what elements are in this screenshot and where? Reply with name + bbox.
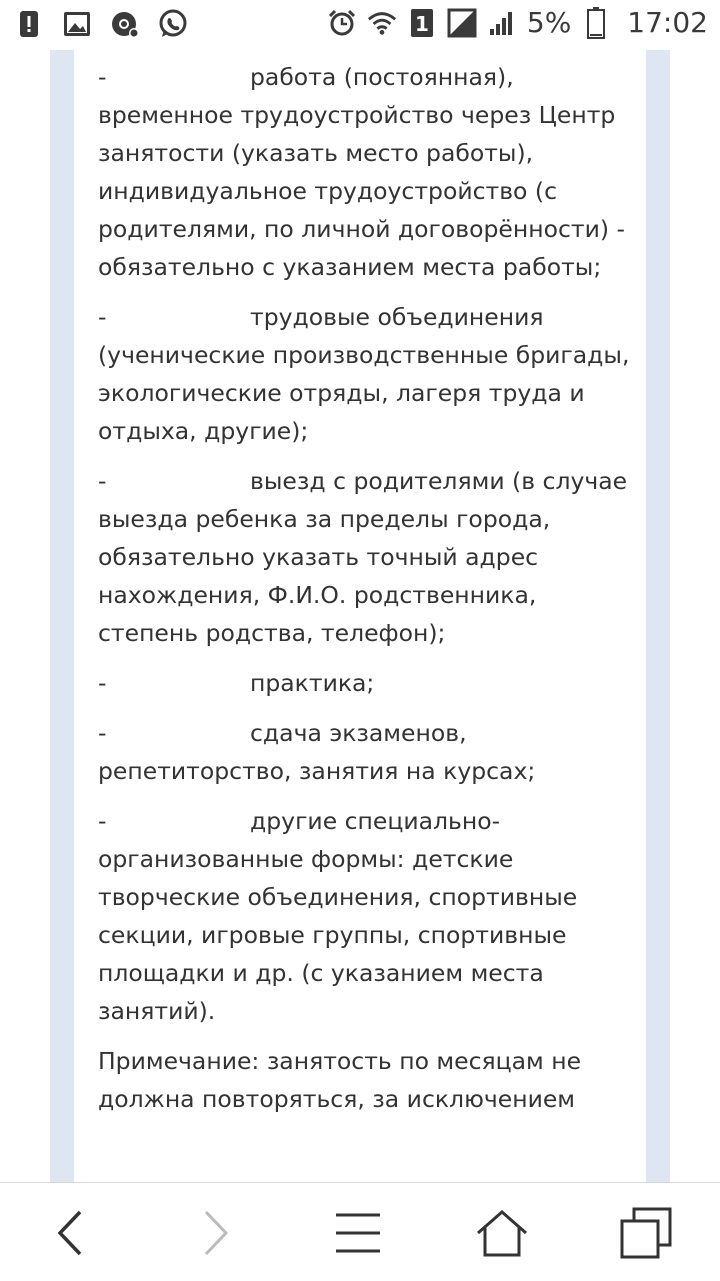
wifi-icon [367,7,397,39]
battery-icon [581,7,611,39]
menu-button[interactable] [328,1203,388,1263]
status-bar [0,0,720,50]
list-dash: - [98,807,107,835]
list-dash: - [98,63,107,91]
web-page[interactable] [0,50,720,1182]
list-item-text: работа (постоянная), временное трудоустройство через Центр занятости (указать место работы), индивидуальное трудоустройство (с родителями, по личной договорённости) - обязательно с указанием места работы; [98,63,625,281]
clock: 17:02 [627,6,708,39]
list-item-text: выезд с родителями (в случае выезда ребенка за пределы города, обязательно указать точный адрес нахождения, Ф.И.О. родственника, степень родства, телефон); [98,467,628,647]
list-item [98,664,638,702]
signal-bars-icon [487,7,517,39]
menu-icon [334,1211,382,1255]
tabs-button[interactable] [616,1203,676,1263]
list-dash: - [98,669,107,697]
list-item-text: сдача экзаменов, репетиторство, занятия на курсах; [98,719,536,785]
home-button[interactable] [472,1203,532,1263]
sim-1-icon [407,7,437,39]
gallery-icon [62,8,92,40]
list-item-text: трудовые объединения (ученические производственные бригады, экологические отряды, лагеря труда и отдыха, другие); [98,303,630,445]
list-item [98,714,638,790]
forward-icon [194,1208,234,1258]
alarm-icon [327,7,357,39]
list-item-text: практика; [250,669,375,697]
browser-bottom-bar [0,1182,720,1281]
list-item [98,462,638,652]
signal-empty-icon [447,7,477,39]
list-item [98,58,638,286]
list-item-text: другие специально-организованные формы: детские творческие объединения, спортивные секции, игровые группы, спортивные площадки и др. (с указанием места занятий). [98,807,578,1025]
list-dash: - [98,303,107,331]
list-item [98,298,638,450]
whatsapp-icon [158,8,188,40]
svg-text:1: 1 [414,11,429,36]
list-dash: - [98,467,107,495]
home-icon [476,1209,528,1257]
article-text [98,58,638,1118]
list-item [98,802,638,1030]
back-icon [50,1208,90,1258]
list-dash: - [98,719,107,747]
chrome-icon [110,8,140,40]
back-button[interactable] [40,1203,100,1263]
forward-button[interactable] [184,1203,244,1263]
note-paragraph: Примечание: занятость по месяцам не должна повторяться, за исключением [98,1047,582,1113]
notification-alert-icon [14,8,44,40]
tabs-icon [620,1207,672,1259]
battery-percent: 5% [526,6,572,39]
